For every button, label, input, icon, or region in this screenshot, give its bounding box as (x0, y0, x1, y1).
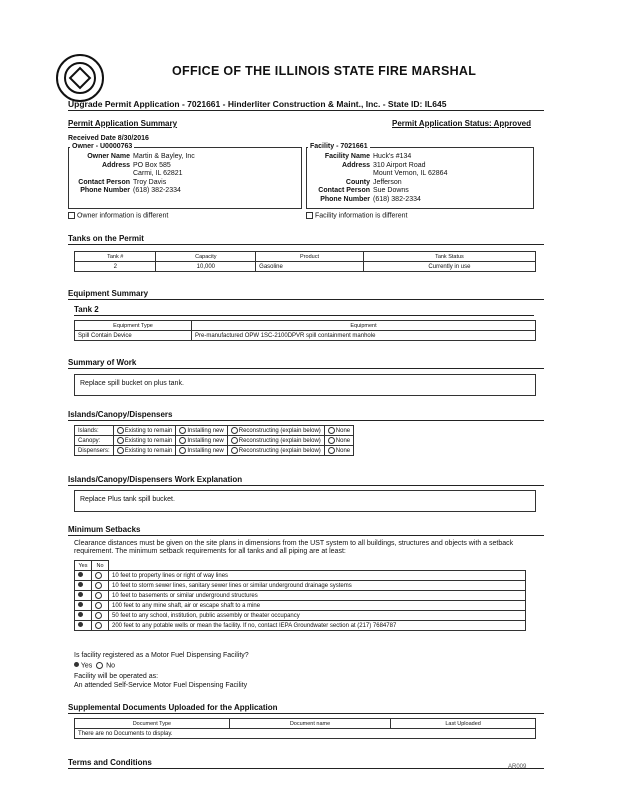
equipment-table (74, 320, 536, 341)
owner-value: Carmi, IL 62821 (133, 170, 183, 177)
facility-label: Address (341, 161, 370, 169)
table-row (75, 436, 354, 446)
no-cell[interactable] (92, 571, 109, 581)
option-label: Reconstructing (explain below) (238, 438, 321, 445)
yes-cell[interactable] (75, 591, 92, 601)
table-row (75, 621, 526, 631)
option[interactable] (113, 446, 176, 456)
option-label: Existing to remain (124, 448, 173, 455)
cell: Currently in use (363, 262, 535, 272)
radio-selected[interactable] (74, 662, 79, 667)
col-header: Equipment (192, 321, 536, 331)
motor-fuel-options (74, 662, 115, 669)
option-label: None (335, 428, 351, 435)
supplemental-heading: Supplemental Documents Uploaded for the Application (68, 703, 278, 712)
operated-label: Facility will be operated as: (74, 673, 159, 680)
tanks-table (74, 251, 536, 272)
radio-selected[interactable] (78, 622, 83, 627)
facility-value: Jefferson (373, 178, 402, 186)
table-row (75, 426, 354, 436)
option-label: Existing to remain (124, 438, 173, 445)
yes-cell[interactable] (75, 571, 92, 581)
yes-cell[interactable] (75, 601, 92, 611)
col-header: Capacity (156, 252, 256, 262)
cell: 2 (75, 262, 156, 272)
owner-value: Martin & Bayley, Inc (133, 153, 195, 160)
work-text: Replace spill bucket on plus tank. (80, 380, 184, 387)
option[interactable] (324, 426, 353, 436)
received-date: Received Date 8/30/2016 (68, 135, 149, 142)
owner-label: Contact Person (78, 178, 130, 186)
col-header: Product (256, 252, 364, 262)
option[interactable] (227, 436, 324, 446)
divider (68, 110, 544, 111)
col-header: Tank # (75, 252, 156, 262)
owner-value: (618) 382-2334 (133, 187, 181, 194)
col-header: Yes (75, 561, 92, 571)
setbacks-heading: Minimum Setbacks (68, 525, 141, 534)
tanks-heading: Tanks on the Permit (68, 234, 144, 243)
facility-label: County (345, 178, 370, 186)
table-row (75, 611, 526, 621)
facility-label: Phone Number (320, 195, 370, 203)
facility-label: Contact Person (318, 187, 370, 194)
facility-value: Sue Downs (373, 187, 409, 194)
no-cell[interactable] (92, 611, 109, 621)
table-row (75, 262, 536, 272)
setback-text: 200 feet to any potable wells or mean the facility. If no, contact IEPA Groundwater section at (217) 7684787 (109, 621, 526, 631)
facility-different-label: Facility information is different (315, 212, 408, 220)
status-label: Permit Application Status: Approved (392, 119, 531, 128)
tank-label: Tank 2 (74, 305, 99, 314)
radio[interactable] (231, 447, 238, 454)
option-label: Reconstructing (explain below) (238, 428, 321, 435)
option-label: Installing new (187, 438, 224, 445)
owner-label: Owner Name (87, 153, 130, 160)
permit-subtitle: Upgrade Permit Application - 7021661 - Hinderliter Construction & Maint., Inc. - State ID: IL645 (68, 99, 447, 109)
divider (68, 535, 544, 536)
setbacks-table (74, 560, 526, 631)
islands-heading: Islands/Canopy/Dispensers (68, 410, 173, 419)
col-header: Document name (229, 719, 390, 729)
radio[interactable] (328, 447, 335, 454)
option[interactable] (324, 436, 353, 446)
radio[interactable] (95, 582, 102, 589)
terms-heading: Terms and Conditions (68, 758, 152, 767)
cell: Gasoline (256, 262, 364, 272)
divider (68, 768, 544, 769)
facility-value: Huck's #134 (373, 153, 412, 160)
setback-text: 10 feet to storm sewer lines, sanitary sewer lines or similar underground drainage systems (109, 581, 526, 591)
checkbox[interactable] (306, 212, 313, 219)
radio-selected[interactable] (78, 612, 83, 617)
row-label: Canopy: (75, 436, 114, 446)
option[interactable] (113, 426, 176, 436)
radio[interactable] (117, 437, 124, 444)
summary-heading: Permit Application Summary (68, 119, 178, 128)
yes-label: Yes (80, 662, 93, 670)
facility-value: (618) 382-2334 (373, 195, 421, 203)
option[interactable] (113, 436, 176, 446)
cell: 10,000 (156, 262, 256, 272)
option[interactable] (176, 446, 227, 456)
divider (68, 299, 544, 300)
table-row (75, 601, 526, 611)
cell: Pre-manufactured OPW 1SC-2100DPVR spill containment manhole (192, 331, 536, 341)
radio[interactable] (117, 427, 124, 434)
radio-selected[interactable] (78, 592, 83, 597)
radio[interactable] (231, 427, 238, 434)
no-cell[interactable] (92, 621, 109, 631)
documents-table (74, 718, 536, 739)
work-heading: Summary of Work (68, 358, 137, 367)
option[interactable] (176, 436, 227, 446)
option-label: Reconstructing (explain below) (238, 448, 321, 455)
page-title: OFFICE OF THE ILLINOIS STATE FIRE MARSHAL (172, 64, 477, 78)
divider (68, 713, 544, 714)
radio[interactable] (179, 427, 186, 434)
yes-cell[interactable] (75, 611, 92, 621)
radio[interactable] (95, 602, 102, 609)
owner-different-label: Owner information is different (77, 212, 169, 220)
option-label: Installing new (187, 428, 224, 435)
equipment-heading: Equipment Summary (68, 289, 149, 298)
option-label: Installing new (187, 448, 224, 455)
setbacks-intro: Clearance distances must be given on the site plans in dimensions from the UST system to all buildings, structures and objects with a setback requirement. The minimum setback requirements for all tanks and all piping are at least: (74, 540, 514, 555)
setback-text: 10 feet to property lines or right of way lines (109, 571, 526, 581)
setback-text: 10 feet to basements or similar underground structures (109, 591, 526, 601)
option[interactable] (227, 446, 324, 456)
col-header: Equipment Type (75, 321, 192, 331)
owner-fields (72, 153, 195, 196)
islands-table (74, 425, 354, 456)
divider (68, 368, 544, 369)
row-label: Dispensers: (75, 446, 114, 456)
option-label: None (335, 448, 351, 455)
option[interactable] (227, 426, 324, 436)
islands-work-heading: Islands/Canopy/Dispensers Work Explanation (68, 475, 243, 484)
option[interactable] (176, 426, 227, 436)
col-header: Tank Status (363, 252, 535, 262)
no-label: No (106, 662, 116, 670)
facility-label: Facility Name (324, 153, 370, 160)
radio-selected[interactable] (78, 582, 83, 587)
radio[interactable] (95, 572, 102, 579)
divider (68, 485, 544, 486)
option-label: None (335, 438, 351, 445)
divider (68, 420, 544, 421)
table-row (75, 591, 526, 601)
radio[interactable] (95, 612, 102, 619)
checkbox[interactable] (68, 212, 75, 219)
owner-different[interactable] (68, 212, 168, 219)
table-row (75, 446, 354, 456)
col-header: Document Type (75, 719, 230, 729)
yes-cell[interactable] (75, 621, 92, 631)
divider (74, 315, 534, 316)
col-header: Last Uploaded (391, 719, 536, 729)
radio-selected[interactable] (78, 572, 83, 577)
row-label: Islands: (75, 426, 114, 436)
table-row (75, 581, 526, 591)
radio[interactable] (95, 592, 102, 599)
facility-different[interactable] (306, 212, 407, 219)
radio-selected[interactable] (78, 602, 83, 607)
empty-message: There are no Documents to display. (75, 729, 536, 739)
table-row (75, 729, 536, 739)
facility-value: 310 Airport Road (373, 161, 426, 169)
page-code: AR009 (508, 764, 527, 770)
no-cell[interactable] (92, 601, 109, 611)
radio[interactable] (328, 427, 335, 434)
divider (68, 244, 544, 245)
islands-work-text: Replace Plus tank spill bucket. (80, 496, 175, 503)
facility-fields (312, 153, 447, 204)
no-cell[interactable] (92, 581, 109, 591)
facility-value: Mount Vernon, IL 62864 (373, 170, 448, 177)
option[interactable] (324, 446, 353, 456)
cell: Spill Contain Device (75, 331, 192, 341)
no-cell[interactable] (92, 591, 109, 601)
radio[interactable] (95, 622, 102, 629)
col-header: No (92, 561, 109, 571)
table-row (75, 331, 536, 341)
owner-value: Troy Davis (133, 178, 167, 186)
radio[interactable] (179, 437, 186, 444)
table-row (75, 571, 526, 581)
radio[interactable] (179, 447, 186, 454)
owner-value: PO Box 585 (133, 161, 171, 169)
owner-heading: Owner - U0000763 (72, 143, 133, 150)
setback-text: 100 feet to any mine shaft, air or escape shaft to a mine (109, 601, 526, 611)
setback-text: 50 feet to any school, institution, public assembly or theater occupancy (109, 611, 526, 621)
operated-value: An attended Self-Service Motor Fuel Dispensing Facility (74, 682, 248, 689)
radio[interactable] (96, 662, 103, 669)
owner-label: Phone Number (80, 187, 130, 194)
radio[interactable] (117, 447, 124, 454)
option-label: Existing to remain (124, 428, 173, 435)
facility-heading: Facility - 7021661 (310, 143, 368, 150)
radio[interactable] (328, 437, 335, 444)
motor-fuel-question: Is facility registered as a Motor Fuel Dispensing Facility? (74, 652, 249, 659)
radio[interactable] (231, 437, 238, 444)
owner-label: Address (101, 161, 130, 169)
yes-cell[interactable] (75, 581, 92, 591)
